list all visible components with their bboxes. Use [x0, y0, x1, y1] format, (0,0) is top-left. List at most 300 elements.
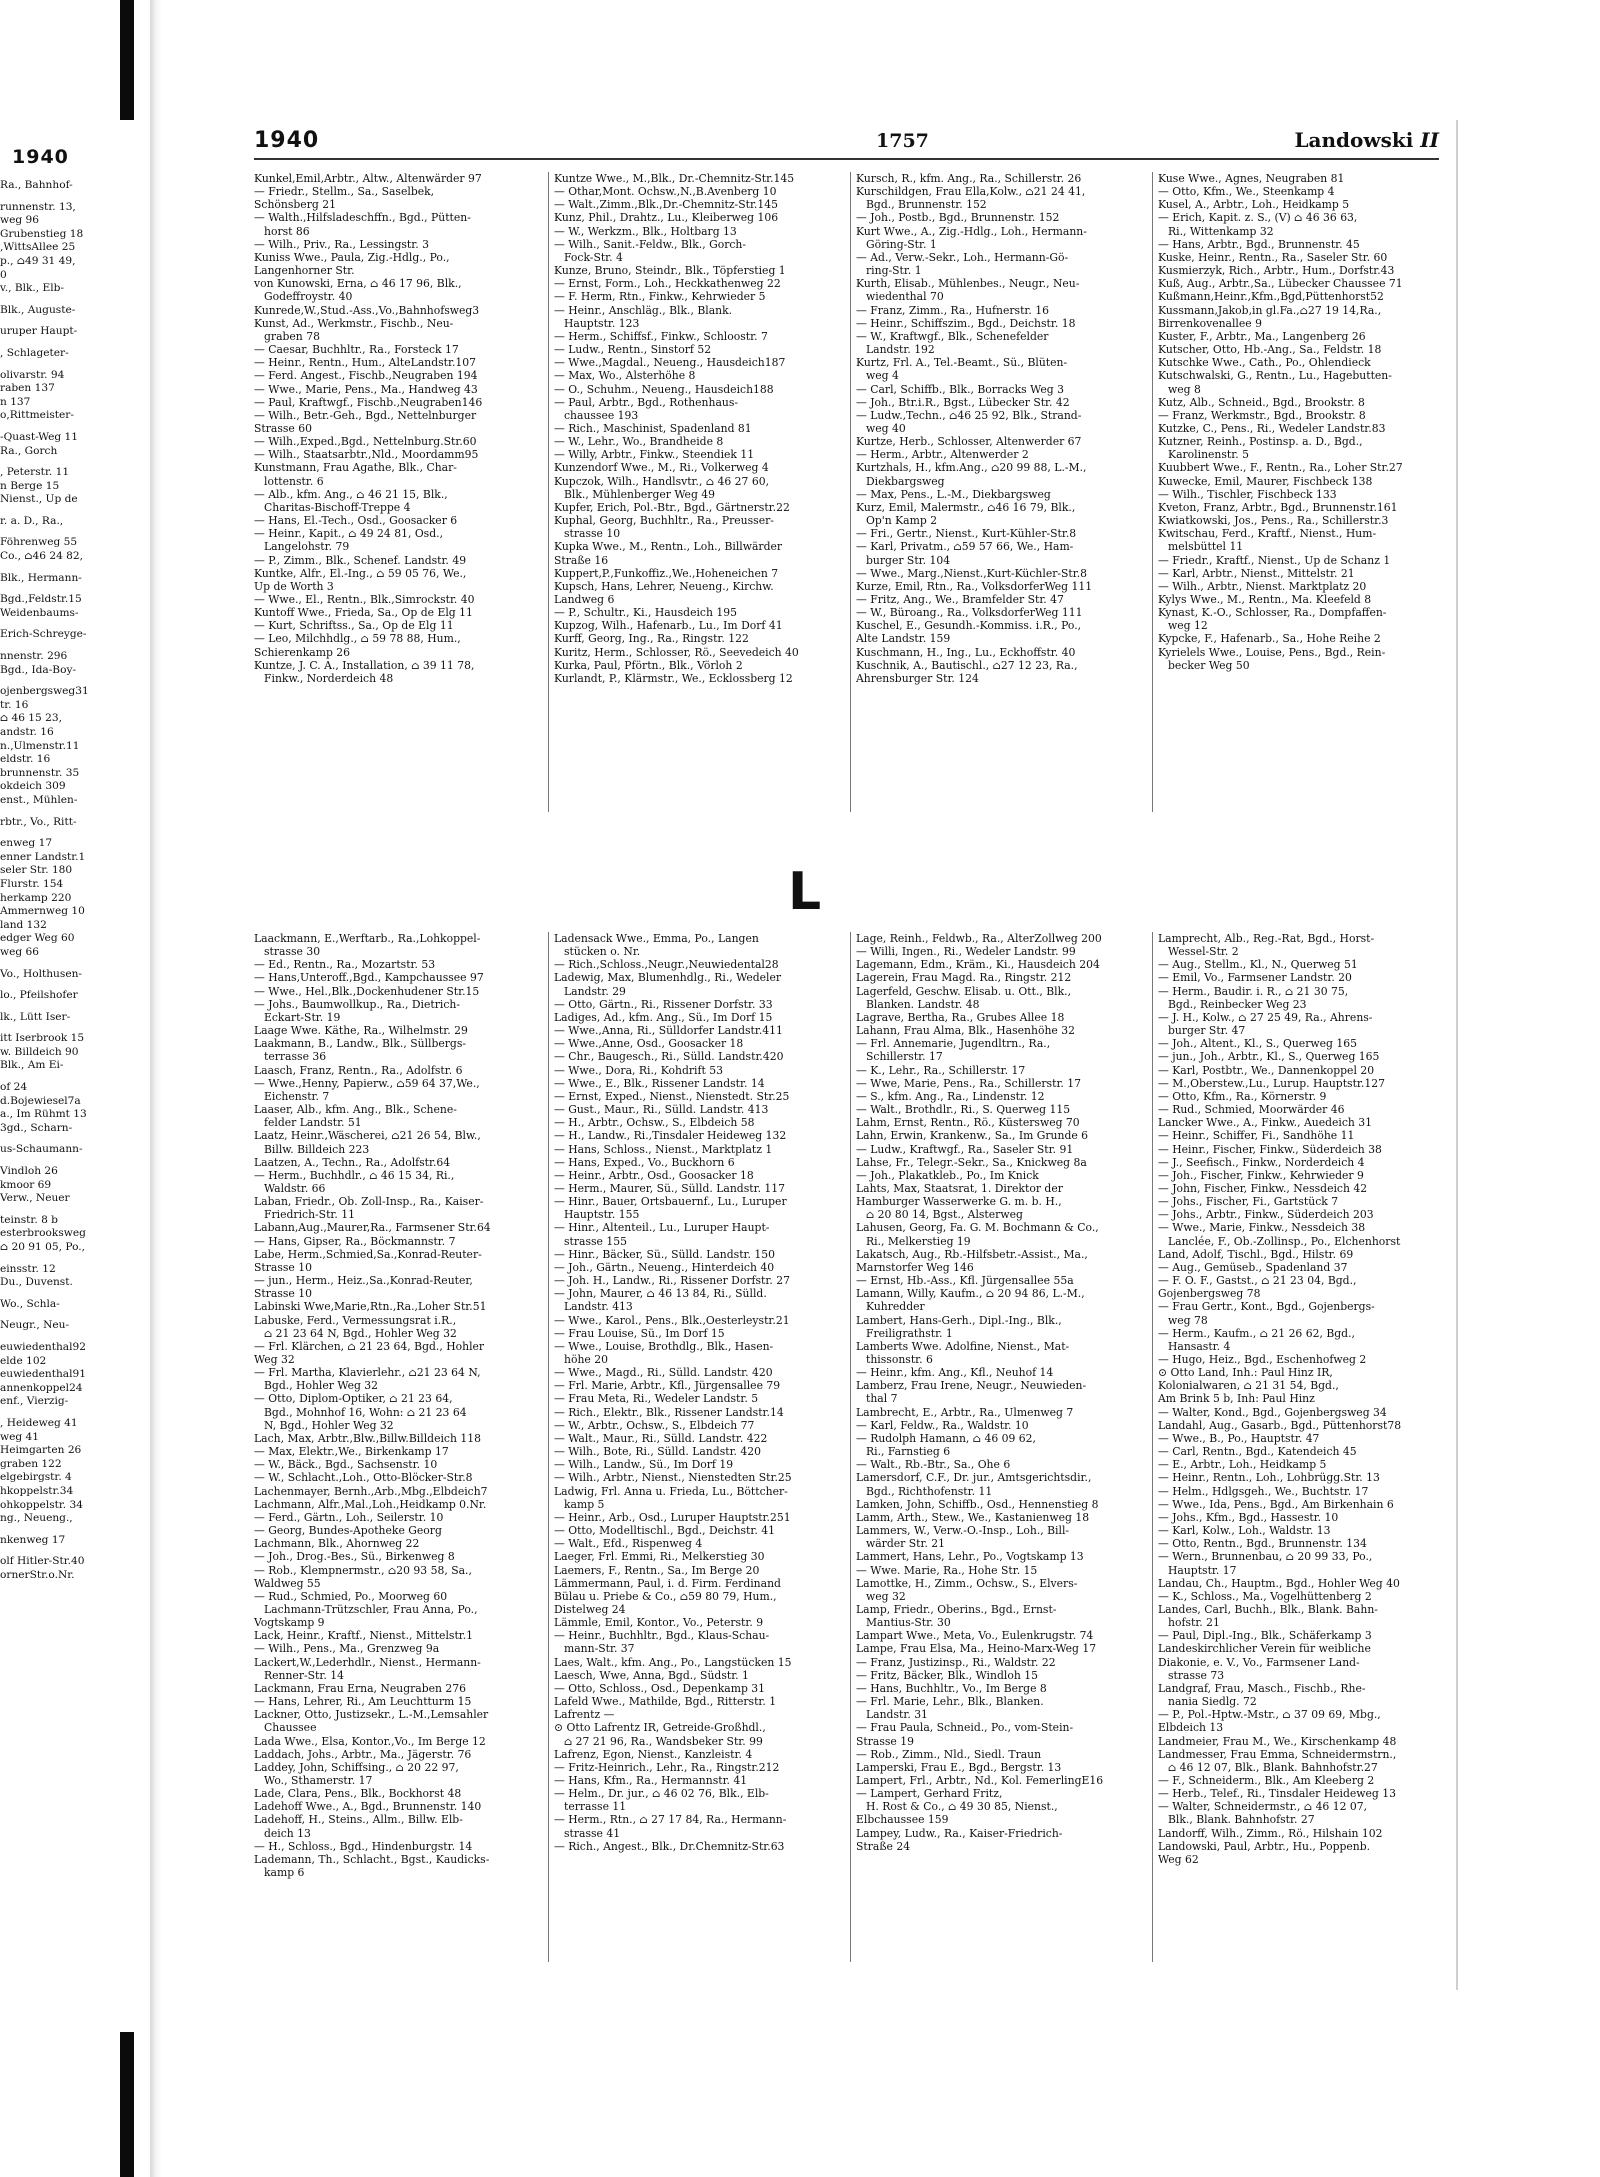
directory-entry-line: Friedrich-Str. 11	[264, 1208, 355, 1222]
directory-entry-line: — Karl, Feldw., Ra., Waldstr. 10	[856, 1418, 1029, 1432]
directory-entry-line: — Herm., Kaufm., ⌂ 21 26 62, Bgd.,	[1158, 1326, 1355, 1340]
directory-entry-line: — Fri., Gertr., Nienst., Kurt-Kühler-Str.8	[856, 527, 1077, 541]
directory-entry-line: — Wilh.,Exped.,Bgd., Nettelnburg.Str.60	[254, 435, 477, 449]
left-fragment-line: kmoor 69	[0, 1178, 52, 1191]
directory-entry-line: — W., Lehr., Wo., Brandheide 8	[554, 435, 724, 449]
directory-entry-line: Kuschnik, A., Bautischl., ⌂27 12 23, Ra.,	[856, 658, 1078, 672]
directory-entry-line: — Carl, Schiffb., Blk., Borracks Weg 3	[856, 382, 1064, 396]
directory-entry-line: Schönsberg 21	[254, 198, 336, 212]
directory-entry-line: — Rich., Angest., Blk., Dr.Chemnitz-Str.63	[554, 1839, 785, 1853]
left-fragment-line: , Peterstr. 11	[0, 466, 70, 479]
directory-entry-line: — Walter, Schneidermstr., ⌂ 46 12 07,	[1158, 1800, 1368, 1814]
directory-entry-line: — J. H., Kolw., ⌂ 27 25 49, Ra., Ahrens-	[1158, 1010, 1373, 1024]
directory-entry-line: Kussmann,Jakob,in gl.Fa.,⌂27 19 14,Ra.,	[1158, 303, 1382, 317]
directory-entry-line: wärder Str. 21	[866, 1537, 946, 1551]
directory-entry-line: weg 4	[866, 369, 899, 383]
left-fragment-line: Blk., Am Ei-	[0, 1059, 64, 1072]
left-fragment-line: Du., Duvenst.	[0, 1276, 73, 1289]
directory-entry-line: — Frau Louise, Sü., Im Dorf 15	[554, 1326, 725, 1340]
left-fragment-line	[0, 960, 118, 968]
directory-entry-line: — Herm., Arbtr., Altenwerder 2	[856, 448, 1029, 462]
directory-entry-line: Kylys Wwe., M., Rentn., Ma. Kleefeld 8	[1158, 593, 1372, 606]
left-fragment-line: euwiedenthal92	[0, 1340, 86, 1353]
directory-entry-line: — Johs., Kfm., Bgd., Hassestr. 10	[1158, 1510, 1339, 1524]
directory-entry-line: terrasse 36	[264, 1050, 327, 1064]
column-rule	[1152, 172, 1153, 812]
directory-entry-line: — Hans, Arbtr., Bgd., Brunnenstr. 45	[1158, 237, 1360, 251]
left-fragment-line	[0, 1409, 118, 1417]
left-fragment-line: Vindloh 26	[0, 1165, 58, 1178]
directory-entry-line: Hauptstr. 17	[1168, 1563, 1237, 1577]
directory-entry-line: Lahn, Erwin, Krankenw., Sa., Im Grunde 6	[856, 1129, 1089, 1143]
directory-entry-line: — Wwe., Marg.,Nienst.,Kurt-Küchler-Str.8	[856, 566, 1088, 580]
directory-entry-line: — Ad., Verw.-Sekr., Loh., Hermann-Gö-	[856, 250, 1069, 264]
left-fragment-line	[0, 585, 118, 593]
left-fragment-line: w. Billdeich 90	[0, 1045, 79, 1058]
directory-entry-line: — Kurt, Schriftss., Sa., Op de Elg 11	[254, 619, 454, 633]
directory-entry-line: Landau, Ch., Hauptm., Bgd., Hohler Weg 40	[1158, 1576, 1400, 1590]
directory-entry-line: — Wwe., Louise, Brothdlg., Blk., Hasen-	[554, 1339, 774, 1353]
directory-entry-line: Labinski Wwe,Marie,Rtn.,Ra.,Loher Str.51	[254, 1300, 487, 1314]
left-fragment-line: Bgd.,Feldstr.15	[0, 593, 82, 606]
directory-entry-line: — Frau Paula, Schneid., Po., vom-Stein-	[856, 1721, 1074, 1735]
left-fragment-line: edger Weg 60	[0, 932, 75, 945]
directory-entry-line: Kunstmann, Frau Agathe, Blk., Char-	[254, 461, 457, 475]
directory-entry-line: Kwiatkowski, Jos., Pens., Ra., Schillerstr.3	[1158, 514, 1389, 528]
left-fragment-line: lo., Pfeilshofer	[0, 989, 78, 1002]
column-rule	[850, 932, 851, 1962]
directory-entry-line: strasse 155	[564, 1234, 627, 1248]
bottom-column-3	[856, 932, 1148, 1962]
directory-entry-line: — Wilh., Staatsarbtr.,Nld., Moordamm95	[254, 448, 479, 462]
directory-entry-line: — Rud., Schmied, Moorwärder 46	[1158, 1103, 1345, 1117]
directory-entry-line: — Hans, El.-Tech., Osd., Goosacker 6	[254, 514, 458, 528]
directory-entry-line: ⊙ Otto Lafrentz IR, Getreide-Großhdl.,	[554, 1721, 766, 1735]
directory-entry-line: Labe, Herm.,Schmied,Sa.,Konrad-Reuter-	[254, 1247, 482, 1261]
directory-entry-line: — Erich, Kapit. z. S., (V) ⌂ 46 36 63,	[1158, 211, 1358, 225]
directory-entry-line: — Heinr., Kapit., ⌂ 49 24 81, Osd.,	[254, 527, 444, 541]
directory-entry-line: — Herm., Buchhdlr., ⌂ 46 15 34, Ri.,	[254, 1168, 455, 1182]
directory-entry-line: Weg 62	[1158, 1852, 1199, 1866]
column-rule	[548, 932, 549, 1962]
directory-entry-line: — F. Herm, Rtn., Finkw., Kehrwieder 5	[554, 290, 766, 304]
directory-entry-line: — Walt.,Zimm.,Blk.,Dr.-Chemnitz-Str.145	[554, 198, 778, 212]
directory-entry-line: — W., Schlacht.,Loh., Otto-Blöcker-Str.8	[254, 1471, 473, 1485]
directory-entry-line: Kunst, Ad., Werkmstr., Fischb., Neu-	[254, 316, 454, 330]
directory-entry-line: thal 7	[866, 1392, 898, 1406]
directory-entry-line: Landowski, Paul, Arbtr., Hu., Poppenb.	[1158, 1839, 1371, 1853]
top-column-1	[254, 172, 544, 872]
directory-entry-line: — Fritz-Heinrich., Lehr., Ra., Ringstr.212	[554, 1760, 780, 1774]
left-fragment-line: teinstr. 8 b	[0, 1213, 58, 1226]
directory-entry-line: Kuntze, J. C. A., Installation, ⌂ 39 11 78,	[254, 658, 475, 672]
directory-entry-line: — Chr., Baugesch., Ri., Sülld. Landstr.420	[554, 1050, 784, 1064]
directory-entry-line: — Wwe., El., Rentn., Blk.,Simrockstr. 40	[254, 593, 475, 606]
directory-entry-line: Bgd., Mohnhof 16, Wohn: ⌂ 21 23 64	[264, 1405, 467, 1419]
directory-entry-line: Kuske, Heinr., Rentn., Ra., Saseler Str. 60	[1158, 250, 1388, 264]
directory-entry-line: burger Str. 47	[1168, 1024, 1246, 1038]
directory-entry-line: Kurtze, Herb., Schlosser, Altenwerder 67	[856, 435, 1082, 449]
directory-entry-line: chaussee 193	[564, 408, 639, 422]
directory-entry-line: — Ernst, Hb.-Ass., Kfl. Jürgensallee 55a	[856, 1274, 1074, 1288]
left-fragment-line	[0, 1526, 118, 1534]
left-fragment-line	[0, 1003, 118, 1011]
directory-entry-line: Lahm, Ernst, Rentn., Rö., Küstersweg 70	[856, 1116, 1080, 1130]
directory-entry-line: horst 86	[264, 224, 310, 238]
directory-entry-line: lottenstr. 6	[264, 474, 324, 488]
directory-entry-line: — M.,Oberstew.,Lu., Lurup. Hauptstr.127	[1158, 1076, 1385, 1090]
left-fragment-line: , Schlageter-	[0, 346, 69, 359]
left-fragment-line: herkamp 220	[0, 891, 72, 904]
left-fragment-line: lk., Lütt Iser-	[0, 1010, 71, 1023]
left-fragment-line: weg 66	[0, 945, 39, 958]
directory-entry-line: — Franz, Justizinsp., Ri., Waldstr. 22	[856, 1655, 1056, 1669]
directory-entry-line: Hauptstr. 123	[564, 316, 640, 330]
left-fragment-line	[0, 339, 118, 347]
directory-entry-line: — Wwe., E., Blk., Rissener Landstr. 14	[554, 1076, 765, 1090]
left-fragment-line: euwiedenthal91	[0, 1368, 86, 1381]
directory-entry-line: Kypcke, F., Hafenarb., Sa., Hohe Reihe 2	[1158, 632, 1381, 646]
directory-entry-line: — Wilh., Sanit.-Feldw., Blk., Gorch-	[554, 237, 747, 251]
directory-entry-line: — Paul, Arbtr., Bgd., Rothenhaus-	[554, 395, 739, 409]
directory-entry-line: — Johs., Baumwollkup., Ra., Dietrich-	[254, 997, 460, 1011]
directory-entry-line: ⌂ 21 23 64 N, Bgd., Hohler Weg 32	[264, 1326, 457, 1340]
directory-entry-line: Kusel, A., Arbtr., Loh., Heidkamp 5	[1158, 198, 1350, 212]
left-fragment-line: ⌂ 20 91 05, Po.,	[0, 1241, 85, 1253]
directory-entry-line: — Lampert, Gerhard Fritz,	[856, 1787, 1003, 1801]
left-fragment-line: a., Im Rühmt 13	[0, 1108, 87, 1121]
directory-entry-line: Blk., Mühlenberger Weg 49	[564, 487, 716, 501]
directory-entry-line: Landstr. 29	[564, 984, 626, 998]
left-fragment-line: enweg 17	[0, 837, 53, 850]
directory-entry-line: Kurze, Emil, Rtn., Ra., VolksdorferWeg 111	[856, 579, 1093, 593]
directory-entry-line: Schillerstr. 17	[866, 1050, 943, 1064]
directory-entry-line: Kutschke Wwe., Cath., Po., Ohlendieck	[1158, 356, 1371, 370]
directory-entry-line: — O., Schuhm., Neueng., Hausdeich188	[554, 382, 774, 396]
directory-entry-line: Alte Landstr. 159	[856, 632, 951, 646]
left-fragment-line: ohkoppelstr. 34	[0, 1498, 84, 1511]
left-fragment-line: andstr. 16	[0, 726, 54, 738]
directory-entry-line: — Otto, Gärtn., Ri., Rissener Dorfstr. 33	[554, 997, 773, 1011]
directory-entry-line: — Hinr., Bäcker, Sü., Sülld. Landstr. 150	[554, 1247, 775, 1261]
directory-entry-line: Kuppert,P.,Funkoffiz.,We.,Hoheneichen 7	[554, 566, 779, 580]
directory-entry-line: — Ernst, Exped., Nienst., Nienstedt. Str.25	[554, 1089, 790, 1103]
directory-entry-line: Lachmann, Blk., Ahornweg 22	[254, 1537, 420, 1551]
directory-entry-line: Bülau u. Priebe & Co., ⌂59 80 79, Hum.,	[554, 1589, 777, 1603]
directory-entry-line: — Hinr., Altenteil., Lu., Luruper Haupt-	[554, 1221, 770, 1235]
directory-entry-line: — Wwe, Marie, Pens., Ra., Schillerstr. 17	[856, 1076, 1082, 1090]
directory-entry-line: — Ludw., Kraftwgf., Ra., Saseler Str. 91	[856, 1142, 1074, 1156]
directory-entry-line: Lambert, Hans-Gerh., Dipl.-Ing., Blk.,	[856, 1313, 1062, 1327]
directory-entry-line: — Ed., Rentn., Ra., Mozartstr. 53	[254, 958, 436, 972]
directory-entry-line: — Frl. Martha, Klavierlehr., ⌂21 23 64 N,	[254, 1366, 481, 1380]
directory-entry-line: — Wwe., Marie, Finkw., Nessdeich 38	[1158, 1221, 1366, 1235]
left-fragment-line: p., ⌂49 31 49,	[0, 254, 76, 267]
left-fragment-line: o,Rittmeister-	[0, 409, 74, 422]
directory-entry-line: Kunze, Bruno, Steindr., Blk., Töpferstieg 1	[554, 264, 786, 278]
directory-entry-line: Laemers, F., Rentn., Sa., Im Berge 20	[554, 1563, 760, 1577]
directory-entry-line: Kuschmann, H., Ing., Lu., Eckhoffstr. 40	[856, 645, 1076, 659]
directory-entry-line: — Wilh., Arbtr., Nienst., Nienstedten Str.25	[554, 1471, 792, 1485]
directory-entry-line: Landeskirchlicher Verein für weibliche	[1158, 1642, 1371, 1656]
directory-entry-line: — F., Schneiderm., Blk., Am Kleeberg 2	[1158, 1774, 1375, 1787]
directory-entry-line: Lackner, Otto, Justizsekr., L.-M.,Lemsahler	[254, 1708, 489, 1722]
directory-entry-line: — Friedr., Stellm., Sa., Saselbek,	[254, 185, 435, 199]
left-fragment-line	[0, 1157, 118, 1165]
left-fragment-line: Blk., Hermann-	[0, 571, 82, 584]
directory-entry-line: — Ferd., Gärtn., Loh., Seilerstr. 10	[254, 1510, 444, 1524]
directory-entry-line: Landweg 6	[554, 593, 615, 606]
directory-entry-line: Lachmann, Alfr.,Mal.,Loh.,Heidkamp 0.Nr.	[254, 1497, 487, 1511]
column-rule	[1152, 932, 1153, 1962]
binding-strip-bottom	[120, 2032, 134, 2177]
directory-entry-line: — Herm., Rtn., ⌂ 27 17 84, Ra., Hermann-	[554, 1813, 787, 1827]
directory-entry-line: Lammert, Hans, Lehr., Po., Vogtskamp 13	[856, 1550, 1084, 1564]
left-fragment-line: weg 41	[0, 1430, 39, 1443]
left-fragment-line: eldstr. 16	[0, 753, 51, 766]
directory-entry-line: — Walt., Efd., Rispenweg 4	[554, 1537, 703, 1551]
directory-entry-line: — Wwe., Karol., Pens., Blk.,Oesterleystr.21	[554, 1313, 790, 1327]
directory-entry-line: — E., Arbtr., Loh., Heidkamp 5	[1158, 1458, 1327, 1472]
directory-entry-line: Kurtz, Frl. A., Tel.-Beamt., Sü., Blüten-	[856, 356, 1068, 370]
directory-entry-line: Ri., Wittenkamp 32	[1168, 224, 1274, 238]
directory-entry-line: — Willy, Arbtr., Finkw., Steendiek 11	[554, 448, 755, 462]
page-number: 1757	[876, 130, 929, 152]
left-fragment-line: Bgd., Ida-Boy-	[0, 663, 77, 676]
left-fragment-line: seler Str. 180	[0, 864, 73, 877]
directory-entry-line: Blk., Blank. Bahnhofstr. 27	[1168, 1813, 1315, 1827]
directory-entry-line: — Heinr., kfm. Ang., Kfl., Neuhof 14	[856, 1366, 1054, 1380]
directory-entry-line: Birrenkovenallee 9	[1158, 316, 1262, 330]
directory-entry-line: — Otto, Schloss., Osd., Depenkamp 31	[554, 1681, 766, 1695]
directory-entry-line: — Herm., Baudir. i. R., ⌂ 21 30 75,	[1158, 984, 1349, 998]
left-fragment-line: us-Schaumann-	[0, 1143, 83, 1156]
directory-entry-line: kamp 6	[264, 1866, 305, 1880]
left-fragment-line: Ammernweg 10	[0, 905, 85, 918]
directory-entry-line: — Fritz, Bäcker, Blk., Windloh 15	[856, 1668, 1038, 1682]
directory-entry-line: Laatz, Heinr.,Wäscherei, ⌂21 26 54, Blw.,	[254, 1129, 481, 1143]
directory-entry-line: — John, Maurer, ⌂ 46 13 84, Ri., Sülld.	[554, 1287, 767, 1301]
directory-entry-line: Kuwecke, Emil, Maurer, Fischbeck 138	[1158, 474, 1373, 488]
directory-entry-line: Elbdeich 13	[1158, 1721, 1224, 1735]
page-edge	[1456, 120, 1458, 1990]
directory-entry-line: Marnstorfer Weg 146	[856, 1260, 974, 1274]
directory-entry-line: ⌂ 20 80 14, Bgst., Alsterweg	[866, 1208, 1023, 1222]
directory-entry-line: Laatzen, A., Techn., Ra., Adolfstr.64	[254, 1155, 451, 1169]
left-fragment-line: n.,Ulmenstr.11	[0, 739, 80, 752]
directory-entry-line: Charitas-Bischoff-Treppe 4	[264, 500, 411, 514]
directory-entry-line: Godeffroystr. 40	[264, 290, 353, 304]
directory-entry-line: — Ernst, Form., Loh., Heckkathenweg 22	[554, 277, 781, 291]
left-fragment-line	[0, 1290, 118, 1298]
directory-entry-line: Landgraf, Frau, Masch., Fischb., Rhe-	[1158, 1681, 1366, 1695]
directory-entry-line: ⊙ Otto Land, Inh.: Paul Hinz IR,	[1158, 1366, 1333, 1380]
directory-entry-line: — K., Lehr., Ra., Schillerstr. 17	[856, 1063, 1026, 1077]
directory-entry-line: — Otto, Kfm., We., Steenkamp 4	[1158, 185, 1335, 199]
left-fragment-line: 0	[0, 268, 7, 281]
directory-entry-line: Ri., Farnstieg 6	[866, 1445, 951, 1459]
directory-entry-line: — Heinr., Buchhltr., Bgd., Klaus-Schau-	[554, 1629, 770, 1643]
directory-entry-line: Laes, Walt., kfm. Ang., Po., Langstücken 15	[554, 1655, 792, 1669]
page-range	[1294, 128, 1439, 152]
left-fragment-line: enner Landstr.1	[0, 850, 86, 863]
left-fragment-line: itt Iserbrook 15	[0, 1032, 85, 1045]
directory-entry-line: Lackmann, Frau Erna, Neugraben 276	[254, 1681, 467, 1695]
directory-entry-line: — Johs., Arbtr., Finkw., Süderdeich 203	[1158, 1208, 1374, 1222]
directory-entry-line: Kuntoff Wwe., Frieda, Sa., Op de Elg 11	[254, 606, 473, 620]
left-fragment-line: Ra., Bahnhof-	[0, 179, 73, 191]
directory-entry-line: — Gust., Maur., Ri., Sülld. Landstr. 413	[554, 1103, 769, 1117]
directory-entry-line: Kunrede,W.,Stud.-Ass.,Vo.,Bahnhofsweg3	[254, 303, 480, 317]
directory-entry-line: Kurff, Georg, Ing., Ra., Ringstr. 122	[554, 632, 749, 646]
left-fragment-line	[0, 361, 118, 369]
directory-entry-line: höhe 20	[564, 1353, 608, 1366]
directory-entry-line: strasse 10	[564, 527, 621, 541]
left-fragment-line	[0, 193, 118, 201]
directory-entry-line: — Otto, Kfm., Ra., Körnerstr. 9	[1158, 1089, 1327, 1103]
directory-entry-line: Finkw., Norderdeich 48	[264, 671, 394, 685]
directory-entry-line: Ladiges, Ad., kfm. Ang., Sü., Im Dorf 15	[554, 1010, 773, 1024]
directory-entry-line: — Joh., Btr.i.R., Bgst., Lübecker Str. 42	[856, 395, 1070, 409]
directory-entry-line: Op'n Kamp 2	[866, 514, 938, 528]
directory-entry-line: — Aug., Stellm., Kl., N., Querweg 51	[1158, 958, 1358, 972]
directory-entry-line: Lade, Clara, Pens., Blk., Bockhorst 48	[254, 1787, 462, 1801]
left-fragment-line: rbtr., Vo., Ritt-	[0, 815, 77, 828]
directory-entry-line: Renner-Str. 14	[264, 1668, 344, 1682]
directory-entry-line: strasse 30	[264, 945, 321, 959]
directory-entry-line: Kunz, Phil., Drahtz., Lu., Kleiberweg 106	[554, 211, 779, 225]
directory-entry-line: Kutzke, C., Pens., Ri., Wedeler Landstr.83	[1158, 421, 1386, 435]
directory-entry-line: Kyrielels Wwe., Louise, Pens., Bgd., Rein-	[1158, 645, 1386, 659]
left-page-lines	[0, 179, 118, 1582]
left-fragment-line	[0, 296, 118, 304]
left-fragment-line	[0, 1333, 118, 1341]
left-fragment-line	[0, 1135, 118, 1143]
directory-entry-line: — Frl. Annemarie, Jugendltrn., Ra.,	[856, 1037, 1051, 1051]
left-fragment-line	[0, 1024, 118, 1032]
directory-entry-line: — H., Landw., Ri.,Tinsdaler Heideweg 132	[554, 1129, 787, 1143]
directory-entry-line: Strasse 10	[254, 1260, 312, 1274]
directory-entry-line: — Alb., kfm. Ang., ⌂ 46 21 15, Blk.,	[254, 487, 448, 501]
directory-entry-line: Landmeier, Frau M., We., Kirschenkamp 48	[1158, 1734, 1397, 1748]
directory-entry-line: Strasse 60	[254, 421, 312, 435]
directory-entry-line: — Wilh., Bote, Ri., Sülld. Landstr. 420	[554, 1445, 762, 1459]
directory-entry-line: — Hans, Kfm., Ra., Hermannstr. 41	[554, 1774, 748, 1787]
directory-entry-line: — Wilh., Arbtr., Nienst. Marktplatz 20	[1158, 579, 1367, 593]
directory-entry-line: Lage, Reinh., Feldwb., Ra., AlterZollweg 200	[856, 932, 1102, 945]
directory-entry-line: Kupsch, Hans, Lehrer, Neueng., Kirchw.	[554, 579, 774, 593]
directory-entry-line: Laackmann, E.,Werftarb., Ra.,Lohkoppel-	[254, 932, 481, 945]
directory-entry-line: Waldweg 55	[254, 1576, 321, 1590]
directory-entry-line: — H., Schloss., Bgd., Hindenburgstr. 14	[254, 1839, 473, 1853]
directory-entry-line: Lahse, Fr., Telegr.-Sekr., Sa., Knickweg 8a	[856, 1155, 1087, 1169]
directory-entry-line: Hansastr. 4	[1168, 1339, 1231, 1353]
directory-entry-line: Landmesser, Frau Emma, Schneidermstrn.,	[1158, 1747, 1397, 1761]
directory-entry-line: weg 32	[866, 1589, 906, 1603]
directory-entry-line: — Ludw., Rentn., Sinstorf 52	[554, 343, 712, 357]
directory-entry-line: — Wern., Brunnenbau, ⌂ 20 99 33, Po.,	[1158, 1550, 1373, 1564]
left-fragment-line	[0, 528, 118, 536]
directory-entry-line: — Frl. Klärchen, ⌂ 21 23 64, Bgd., Hohler	[254, 1339, 485, 1353]
directory-entry-line: Up de Worth 3	[254, 579, 334, 593]
directory-entry-line: Ahrensburger Str. 124	[856, 671, 979, 685]
directory-entry-line: Bgd., Richthofenstr. 11	[866, 1484, 993, 1498]
directory-entry-line: — Walth.,Hilfsladeschffn., Bgd., Pütten-	[254, 211, 471, 225]
directory-entry-line: weg 8	[1168, 382, 1201, 396]
directory-entry-line: — W., Kraftwgf., Blk., Schenefelder	[856, 329, 1049, 343]
directory-entry-line: Lamprecht, Alb., Reg.-Rat, Bgd., Horst-	[1158, 932, 1375, 945]
directory-entry-line: — John, Fischer, Finkw., Nessdeich 42	[1158, 1181, 1368, 1195]
directory-entry-line: Lamm, Arth., Stew., We., Kastanienweg 18	[856, 1510, 1090, 1524]
directory-entry-line: N, Bgd., Hohler Weg 32	[264, 1418, 394, 1432]
directory-entry-line: Lamberts Wwe. Adolfine, Nienst., Mat-	[856, 1339, 1070, 1353]
directory-entry-line: Ladensack Wwe., Emma, Po., Langen	[554, 932, 759, 945]
left-fragment-line: n 137	[0, 395, 31, 408]
directory-entry-line: wiedenthal 70	[866, 290, 944, 304]
directory-entry-line: Kurz, Emil, Malermstr., ⌂46 16 79, Blk.,	[856, 500, 1076, 514]
directory-entry-line: Kurtzhals, H., kfm.Ang., ⌂20 99 88, L.-M.,	[856, 461, 1087, 475]
directory-entry-line: — Joh., Plakatkleb., Po., Im Knick	[856, 1168, 1039, 1182]
directory-entry-line: — Hans,Unteroff.,Bgd., Kampchaussee 97	[254, 971, 484, 985]
directory-entry-line: Göring-Str. 1	[866, 237, 937, 251]
directory-entry-line: weg 12	[1168, 619, 1208, 633]
directory-entry-line: deich 13	[264, 1826, 311, 1840]
directory-entry-line: Laaser, Alb., kfm. Ang., Blk., Schene-	[254, 1103, 457, 1117]
directory-entry-line: — W., Büroang., Ra., VolksdorferWeg 111	[856, 606, 1083, 620]
directory-entry-line: Ri., Melkerstieg 19	[866, 1234, 971, 1248]
directory-entry-line: — jun., Joh., Arbtr., Kl., S., Querweg 165	[1158, 1050, 1380, 1064]
left-fragment-line: Neugr., Neu-	[0, 1319, 70, 1332]
directory-entry-line: Lampey, Ludw., Ra., Kaiser-Friedrich-	[856, 1826, 1063, 1840]
directory-entry-line: — J., Seefisch., Finkw., Norderdeich 4	[1158, 1155, 1365, 1169]
directory-entry-line: Bgd., Reinbecker Weg 23	[1168, 997, 1307, 1011]
directory-entry-line: Strasse 10	[254, 1287, 312, 1301]
top-column-3	[856, 172, 1148, 872]
directory-entry-line: — Joh., Postb., Bgd., Brunnenstr. 152	[856, 211, 1060, 225]
directory-entry-line: Landstr. 192	[866, 343, 935, 357]
directory-entry-line: — Walt., Brothdlr., Ri., S. Querweg 115	[856, 1103, 1071, 1117]
directory-entry-line: — Herm., Schiffsf., Finkw., Schloostr. 7	[554, 329, 768, 343]
directory-entry-line: — Frau Meta, Ri., Wedeler Landstr. 5	[554, 1392, 759, 1406]
directory-entry-line: — P., Schultr., Ki., Hausdeich 195	[554, 606, 737, 620]
left-fragment-line: Weidenbaums-	[0, 606, 79, 619]
directory-entry-line: — H., Arbtr., Ochsw., S., Elbdeich 58	[554, 1116, 755, 1130]
left-fragment-line: annenkoppel24	[0, 1381, 83, 1394]
left-fragment-line: Nienst., Up de	[0, 493, 78, 506]
directory-entry-line: — jun., Herm., Heiz.,Sa.,Konrad-Reuter,	[254, 1274, 473, 1288]
directory-entry-line: Ladehoff, H., Steins., Allm., Billw. Elb-	[254, 1813, 463, 1827]
left-fragment-line: r. a. D., Ra.,	[0, 514, 64, 527]
directory-entry-line: — Paul, Dipl.-Ing., Blk., Schäferkamp 3	[1158, 1629, 1372, 1643]
left-fragment-line: okdeich 309	[0, 780, 66, 793]
directory-entry-line: Kuster, F., Arbtr., Ma., Langenberg 26	[1158, 329, 1366, 343]
directory-entry-line: Chaussee	[264, 1721, 317, 1735]
directory-entry-line: Straße 24	[856, 1839, 911, 1853]
left-fragment-line: n Berge 15	[0, 479, 60, 492]
directory-entry-line: — Karl, Postbtr., We., Dannenkoppel 20	[1158, 1063, 1375, 1077]
directory-entry-line: Lamken, John, Schiffb., Osd., Hennenstieg 8	[856, 1497, 1099, 1511]
directory-entry-line: — Hans, Lehrer, Ri., Am Leuchtturm 15	[254, 1695, 472, 1709]
directory-entry-line: Labuske, Ferd., Vermessungsrat i.R.,	[254, 1313, 457, 1327]
directory-entry-line: Landahl, Aug., Gasarb., Bgd., Püttenhorst78	[1158, 1418, 1402, 1432]
directory-entry-line: Eichenstr. 7	[264, 1089, 330, 1103]
left-fragment-line: nnenstr. 296	[0, 650, 68, 663]
directory-entry-line: thissonstr. 6	[866, 1353, 933, 1366]
left-fragment-line: Co., ⌂46 24 82,	[0, 550, 84, 563]
left-fragment-line: , Heideweg 41	[0, 1416, 78, 1429]
directory-entry-line: — Franz, Zimm., Ra., Hufnerstr. 16	[856, 303, 1049, 317]
directory-entry-line: becker Weg 50	[1168, 658, 1250, 672]
